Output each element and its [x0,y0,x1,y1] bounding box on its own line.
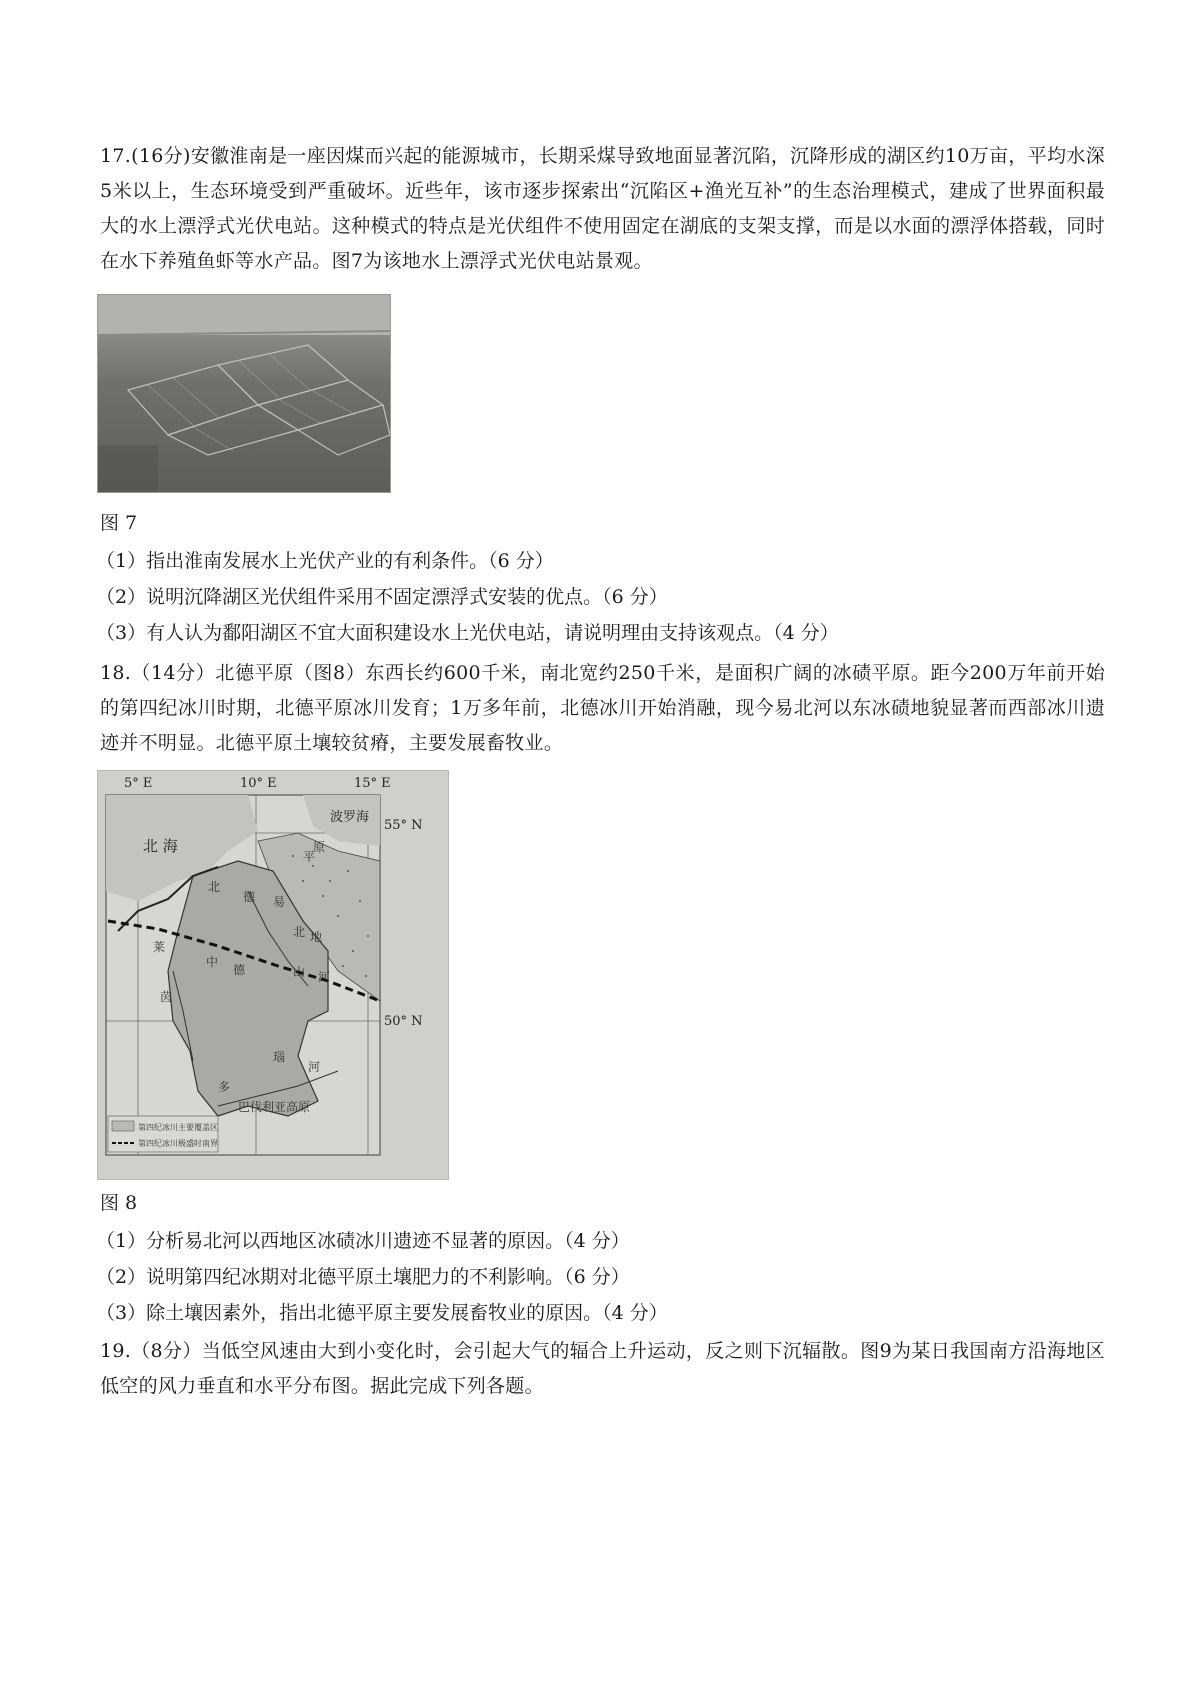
elbe-char-3: 河 [318,970,331,984]
legend-limit-label: 第四纪冰川极盛时南界 [138,1139,218,1148]
bavaria-label: 巴伐利亚高原 [238,1100,311,1114]
question-19-text: 19.（8分）当低空风速由大到小变化时，会引起大气的辐合上升运动，反之则下沉辐散。图9为某日我国南方沿海地区低空的风力垂直和水平分布图。据此完成下列各题。 [100,1340,1105,1397]
mid-char-1: 中 [206,955,219,969]
q18-sub-2: （2）说明第四纪冰期对北德平原土壤肥力的不利影响。（6 分） [96,1266,630,1288]
danube-char-1: 多 [218,1080,231,1094]
legend-coverage-label: 第四纪冰川主要覆盖区 [138,1123,218,1132]
plain-char-1: 北 [208,880,221,894]
plain-char-2: 德 [243,890,256,904]
danube-char-2: 瑙 [273,1050,286,1064]
q17-sub-1: （1）指出淮南发展水上光伏产业的有利条件。（6 分） [96,550,554,572]
q18-sub-3: （3）除土壤因素外，指出北德平原主要发展畜牧业的原因。（4 分） [96,1302,668,1324]
figure-8-map [97,770,449,1180]
figure-7-photo [97,294,391,493]
plain-char-3: 平 [303,850,316,864]
lon-10e-label: 10° E [240,776,277,791]
danube-char-3: 河 [308,1060,321,1074]
question-17-text: 17.(16分)安徽淮南是一座因煤而兴起的能源城市，长期采煤导致地面显著沉陷，沉降形成的湖区约10万亩，平均水深5米以上，生态环境受到严重破坏。近些年，该市逐步探索出“沉陷区+渔光互补”的生态治理模式，建成了世界面积最大的水上漂浮式光伏电站。这种模式的特点是光伏组件不使用固定在湖底的支架支撑，而是以水面的漂浮体搭载，同时在水下养殖鱼虾等水产品。图7为该地水上漂浮式光伏电站景观。 [100,145,1105,272]
rhine-char-1: 莱 [153,940,166,954]
rhine-char-2: 茵 [160,990,173,1004]
mid-char-4: 地 [310,930,323,944]
q18-sub-1: （1）分析易北河以西地区冰碛冰川遗迹不显著的原因。（4 分） [96,1230,630,1252]
q17-sub-3: （3）有人认为鄱阳湖区不宜大面积建设水上光伏电站，请说明理由支持该观点。（4 分） [96,622,839,644]
baltic-label: 波罗海 [330,810,370,825]
question-18-text: 18.（14分）北德平原（图8）东西长约600千米，南北宽约250千米，是面积广阔的冰碛平原。距今200万年前开始的第四纪冰川时期，北德平原冰川发育；1万多年前，北德冰川开始消融，现今易北河以东冰碛地貌显著而西部冰川遗迹并不明显。北德平原土壤较贫瘠，主要发展畜牧业。 [100,662,1105,754]
lon-5e-label: 5° E [124,776,153,791]
lat-55n-label: 55° N [384,818,423,833]
lon-15e-label: 15° E [354,776,391,791]
figure-8-caption: 图 8 [100,1192,138,1214]
elbe-char-1: 易 [273,895,286,909]
figure-7-caption: 图 7 [100,512,138,534]
plain-char-4: 原 [313,840,326,854]
mid-char-3: 山 [293,965,306,979]
q17-sub-2: （2）说明沉降湖区光伏组件采用不固定漂浮式安装的优点。（6 分） [96,586,668,608]
lat-50n-label: 50° N [384,1014,423,1029]
north-sea-label: 北 海 [143,837,178,855]
mid-char-2: 德 [233,963,246,977]
elbe-char-2: 北 [293,925,306,939]
